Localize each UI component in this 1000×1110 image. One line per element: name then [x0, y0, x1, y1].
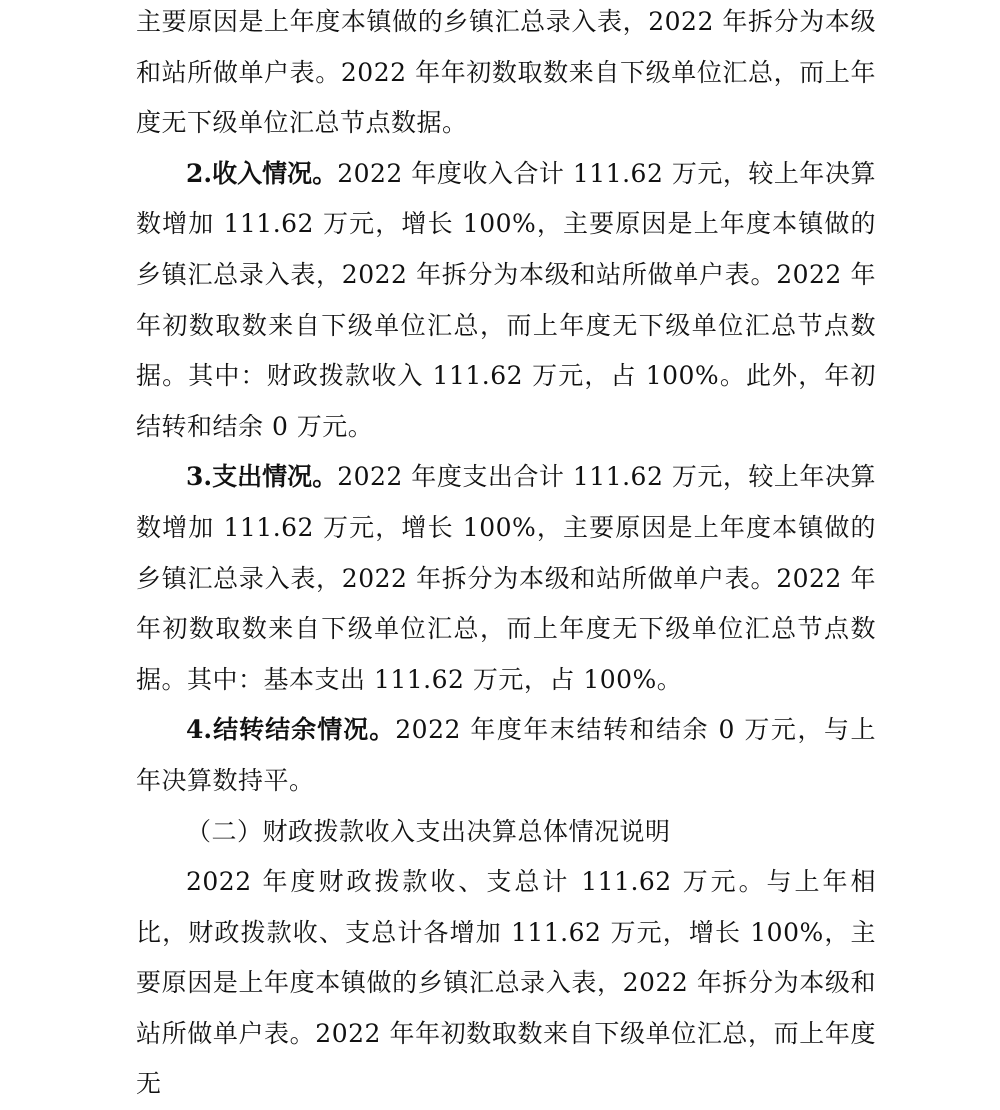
expenditure-text: 2022 年度支出合计 111.62 万元，较上年决算数增加 111.62 万元，增长 100%，主要原因是上年度本镇做的乡镇汇总录入表，2022 年拆分为本级和站所做单户表。2022 年年初数取数来自下级单位汇总，而上年度无下级单位汇总节点数据。其中：基本支出 111.62 万元，占 100%。 [136, 462, 876, 694]
paragraph-fiscal [136, 857, 876, 1110]
paragraph-expenditure [136, 452, 876, 705]
income-heading: 2.收入情况。 [186, 158, 338, 188]
carryover-heading: 4.结转结余情况。 [186, 715, 396, 745]
paragraph-continued-text: 主要原因是上年度本镇做的乡镇汇总录入表，2022 年拆分为本级和站所做单户表。2022 年年初数取数来自下级单位汇总，而上年度无下级单位汇总节点数据。 [136, 7, 876, 138]
paragraph-continued [136, 0, 876, 149]
carryover-text: 2022 年度年末结转和结余 0 万元，与上年决算数持平。 [136, 715, 876, 795]
document-page [136, 0, 876, 1110]
paragraph-income [136, 149, 876, 453]
paragraph-carryover [136, 705, 876, 806]
expenditure-heading: 3.支出情况。 [186, 462, 338, 492]
income-text: 2022 年度收入合计 111.62 万元，较上年决算数增加 111.62 万元，增长 100%，主要原因是上年度本镇做的乡镇汇总录入表，2022 年拆分为本级和站所做单户表。2022 年年初数取数来自下级单位汇总，而上年度无下级单位汇总节点数据。其中：财政拨款收入 111.62 万元，占 100%。此外，年初结转和结余 0 万元。 [136, 158, 876, 441]
section-heading: （二）财政拨款收入支出决算总体情况说明 [186, 816, 671, 846]
fiscal-text: 2022 年度财政拨款收、支总计 111.62 万元。与上年相比，财政拨款收、支总计各增加 111.62 万元，增长 100%，主要原因是上年度本镇做的乡镇汇总录入表，2022 年拆分为本级和站所做单户表。2022 年年初数取数来自下级单位汇总，而上年度无 [136, 867, 876, 1099]
